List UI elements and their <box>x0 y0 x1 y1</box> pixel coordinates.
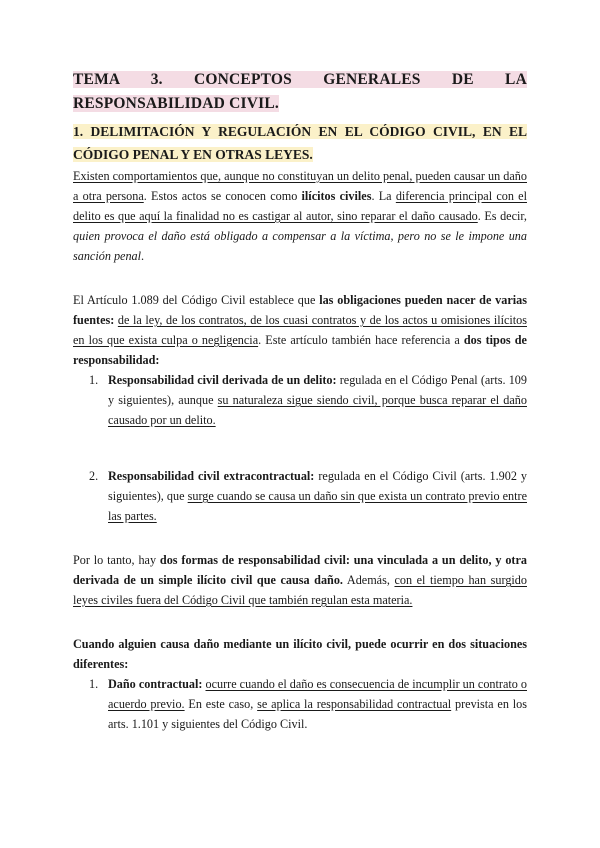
paragraph-dos-formas: Por lo tanto, hay dos formas de responsabilidad civil: una vinculada a un delito, y otra derivada de un simple ilícito civil que causa daño. Además, con el tiempo han surgido leyes civiles fuera del Código Civil que también regulan esta materia. <box>73 553 527 607</box>
list-item: 1. Daño contractual: ocurre cuando el daño es consecuencia de incumplir un contrato o acuerdo previo. En este caso, se aplica la responsabilidad contractual prevista en los arts. 1.101 y siguientes del Código Civil. <box>89 677 527 731</box>
paragraph-ilicitos-civiles: Existen comportamientos que, aunque no constituyan un delito penal, pueden causar un daño a otra persona. Estos actos se conocen como ilícitos civiles. La diferencia principal con el delito es que aquí la finalidad no es castigar al autor, sino reparar el daño causado. Es decir, quien provoca el daño está obligado a compensar a la víctima, pero no se le impone una sanción penal. <box>73 169 527 263</box>
list-tipos-responsabilidad <box>73 370 527 526</box>
document-title: TEMA 3. CONCEPTOS GENERALES DE LA RESPONSABILIDAD CIVIL. <box>73 71 527 112</box>
paragraph-situaciones: Cuando alguien causa daño mediante un ilícito civil, puede ocurrir en dos situaciones diferentes: <box>73 637 527 671</box>
list-item: 1. Responsabilidad civil derivada de un delito: regulada en el Código Penal (arts. 109 y siguientes), aunque su naturaleza sigue siendo civil, porque busca reparar el daño causado por un delito. <box>89 373 527 427</box>
list-item: 2. Responsabilidad civil extracontractual: regulada en el Código Civil (arts. 1.902 y siguientes), que surge cuando se causa un daño sin que exista un contrato previo entre las partes. <box>89 469 527 523</box>
paragraph-articulo-1089: El Artículo 1.089 del Código Civil establece que las obligaciones pueden nacer de varias fuentes: de la ley, de los contratos, de los cuasi contratos y de los actos u omisiones ilícitos en los que exista culpa o negligencia. Este artículo también hace referencia a dos tipos de responsabilidad: <box>73 293 527 367</box>
list-situaciones <box>73 674 527 734</box>
section-heading: 1. DELIMITACIÓN Y REGULACIÓN EN EL CÓDIGO CIVIL, EN EL CÓDIGO PENAL Y EN OTRAS LEYES. <box>73 124 527 162</box>
